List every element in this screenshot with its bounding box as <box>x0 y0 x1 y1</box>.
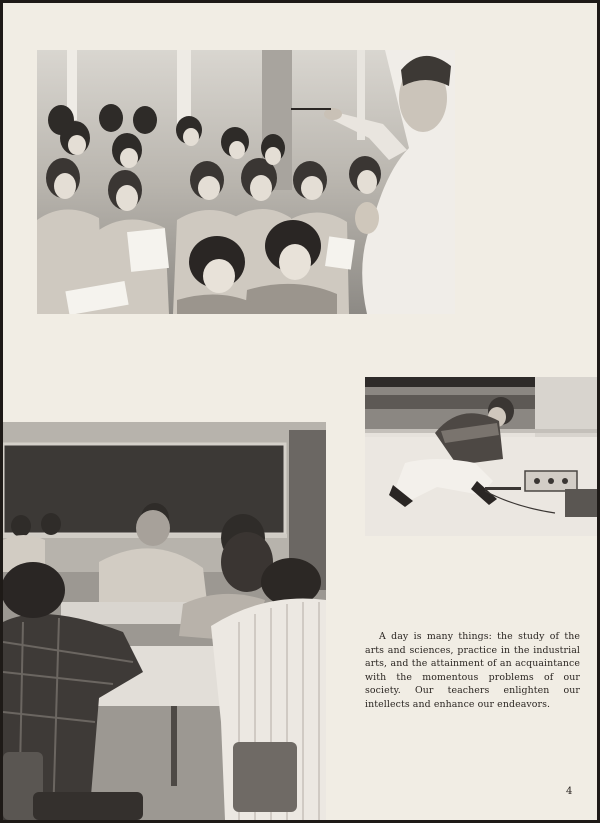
classroom-photo-graphic <box>3 422 326 820</box>
caption-text: A day is many things: the study of the arts and sciences, practice in the industrial arts, and the attainment of an acquaintance with the momentous problems of our society. Our teachers enlighten our intellects and enhance our endeavors. <box>365 631 580 710</box>
workshop-photo <box>365 377 599 536</box>
classroom-photo <box>3 422 326 820</box>
choir-photo <box>37 50 455 314</box>
choir-photo-graphic <box>37 50 455 314</box>
workshop-photo-graphic <box>365 377 599 536</box>
page-number: 4 <box>566 786 573 797</box>
